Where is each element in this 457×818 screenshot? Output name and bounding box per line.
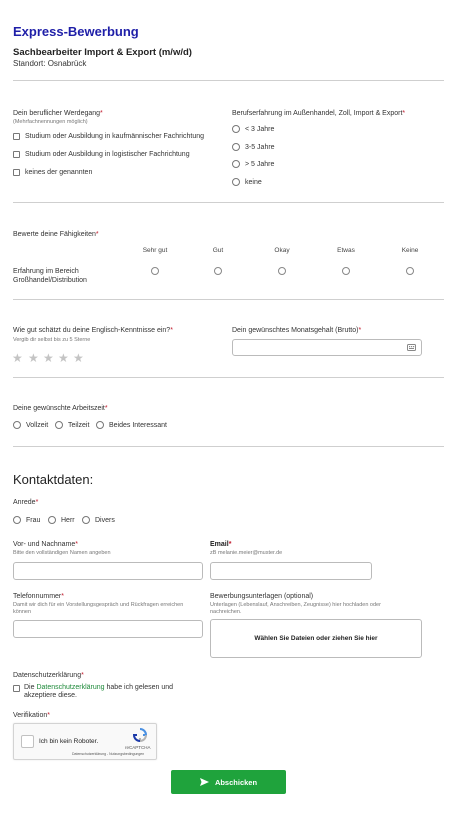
matrix-row-label: Erfahrung im Bereich (13, 268, 79, 275)
anrede-label: Anrede* (13, 499, 39, 506)
anrede-option-frau[interactable]: Frau (13, 516, 40, 524)
star-icon[interactable]: ★ (73, 351, 84, 365)
star-icon[interactable]: ★ (58, 351, 69, 365)
faehigkeiten-label: Bewerte deine Fähigkeiten* (13, 231, 99, 238)
star-icon[interactable]: ★ (28, 351, 39, 365)
name-input[interactable] (13, 562, 203, 580)
email-hint: zB melanie.meier@muster.de (210, 550, 283, 556)
recaptcha-checkbox[interactable] (21, 735, 34, 748)
checkbox[interactable] (13, 133, 20, 140)
checkbox[interactable] (13, 169, 20, 176)
englisch-hint: Vergib dir selbst bis zu 5 Sterne (13, 337, 91, 343)
radio[interactable] (55, 421, 63, 429)
radio[interactable] (232, 125, 240, 133)
erfahrung-option-keine[interactable]: keine (232, 178, 262, 186)
submit-button[interactable]: Abschicken (171, 770, 286, 794)
anrede-option-divers[interactable]: Divers (82, 516, 115, 524)
matrix-column-okay: Okay (274, 247, 290, 254)
recaptcha-links[interactable]: Datenschutzerklärung - Nutzungsbedingungen (72, 752, 145, 756)
recaptcha-logo-icon (133, 728, 147, 742)
phone-hint: Damit wir dich für ein Vorstellungsgespräch und Rückfragen erreichen (13, 602, 184, 608)
file-upload-dropzone[interactable]: Wählen Sie Dateien oder ziehen Sie hier (210, 619, 422, 658)
datenschutz-text: Die Datenschutzerklärung habe ich gelesen und (24, 684, 174, 691)
phone-label: Telefonnummer* (13, 593, 64, 600)
divider (13, 80, 444, 81)
matrix-radio-okay[interactable] (278, 267, 286, 275)
englisch-label: Wie gut schätzt du deine Englisch-Kenntnisse ein?* (13, 327, 173, 334)
radio[interactable] (13, 421, 21, 429)
matrix-column-sehr-gut: Sehr gut (142, 247, 168, 254)
radio[interactable] (232, 160, 240, 168)
recaptcha-text: Ich bin kein Roboter. (39, 738, 99, 745)
star-icon[interactable]: ★ (12, 351, 23, 365)
job-title: Sachbearbeiter Import & Export (m/w/d) (13, 47, 192, 58)
werdegang-option-keines[interactable]: keines der genannten (13, 169, 92, 176)
divider (13, 377, 444, 378)
matrix-radio-gut[interactable] (214, 267, 222, 275)
matrix-column-keine: Keine (401, 247, 419, 254)
verifikation-label: Verifikation* (13, 712, 50, 719)
upload-hint-line2: nachreichen. (210, 609, 242, 615)
job-location: Standort: Osnabrück (13, 59, 87, 68)
arbeitszeit-label: Deine gewünschte Arbeitszeit* (13, 405, 108, 412)
star-icon[interactable]: ★ (43, 351, 54, 365)
radio[interactable] (48, 516, 56, 524)
matrix-column-etwas: Etwas (337, 247, 355, 254)
form-title: Express-Bewerbung (13, 24, 139, 39)
divider (13, 202, 444, 203)
erfahrung-label: Berufserfahrung im Außenhandel, Zoll, Import & Export* (232, 110, 406, 117)
matrix-column-gut: Gut (212, 247, 224, 254)
datenschutz-checkbox[interactable] (13, 685, 20, 692)
recaptcha-brand: reCAPTCHA (125, 745, 151, 750)
arbeitszeit-option-teilzeit[interactable]: Teilzeit (55, 421, 89, 429)
matrix-radio-keine[interactable] (406, 267, 414, 275)
phone-input[interactable] (13, 620, 203, 638)
datenschutz-link[interactable]: Datenschutzerklärung (36, 684, 105, 691)
arbeitszeit-option-beides[interactable]: Beides Interessant (96, 421, 167, 429)
werdegang-option-kaufmaennisch[interactable]: Studium oder Ausbildung in kaufmännischer Fachrichtung (13, 133, 204, 140)
email-input[interactable] (210, 562, 372, 580)
name-label: Vor- und Nachname* (13, 541, 78, 548)
radio[interactable] (96, 421, 104, 429)
divider (13, 446, 444, 447)
erfahrung-option-3-5[interactable]: 3-5 Jahre (232, 143, 275, 151)
email-label: Email* (210, 541, 232, 548)
matrix-radio-etwas[interactable] (342, 267, 350, 275)
upload-hint: Unterlagen (Lebenslauf, Anschreiben, Zeugnisse) hier hochladen oder (210, 602, 381, 608)
radio[interactable] (82, 516, 90, 524)
matrix-row-label-line2: Großhandel/Distribution (13, 277, 87, 284)
upload-label: Bewerbungsunterlagen (optional) (210, 593, 314, 600)
kontakt-heading: Kontaktdaten: (13, 472, 94, 487)
arbeitszeit-option-vollzeit[interactable]: Vollzeit (13, 421, 48, 429)
datenschutz-text-line2: akzeptiere diese. (24, 692, 77, 699)
werdegang-label: Dein beruflicher Werdegang* (13, 110, 103, 117)
radio[interactable] (232, 143, 240, 151)
datenschutz-label: Datenschutzerklärung* (13, 672, 84, 679)
phone-hint-line2: können (13, 609, 32, 615)
werdegang-option-logistisch[interactable]: Studium oder Ausbildung in logistischer Fachrichtung (13, 151, 190, 158)
recaptcha-widget (13, 723, 157, 760)
erfahrung-option-lt3[interactable]: < 3 Jahre (232, 125, 274, 133)
divider (13, 299, 444, 300)
werdegang-hint: (Mehrfachnennungen möglich) (13, 119, 88, 125)
name-hint: Bitte den vollständigen Namen angeben (13, 550, 111, 556)
calculator-icon (407, 344, 416, 351)
gehalt-input[interactable] (232, 339, 422, 356)
radio[interactable] (232, 178, 240, 186)
anrede-option-herr[interactable]: Herr (48, 516, 75, 524)
checkbox[interactable] (13, 151, 20, 158)
matrix-radio-sehr-gut[interactable] (151, 267, 159, 275)
send-icon (200, 778, 209, 786)
radio[interactable] (13, 516, 21, 524)
gehalt-label: Dein gewünschtes Monatsgehalt (Brutto)* (232, 327, 362, 334)
erfahrung-option-gt5[interactable]: > 5 Jahre (232, 160, 274, 168)
